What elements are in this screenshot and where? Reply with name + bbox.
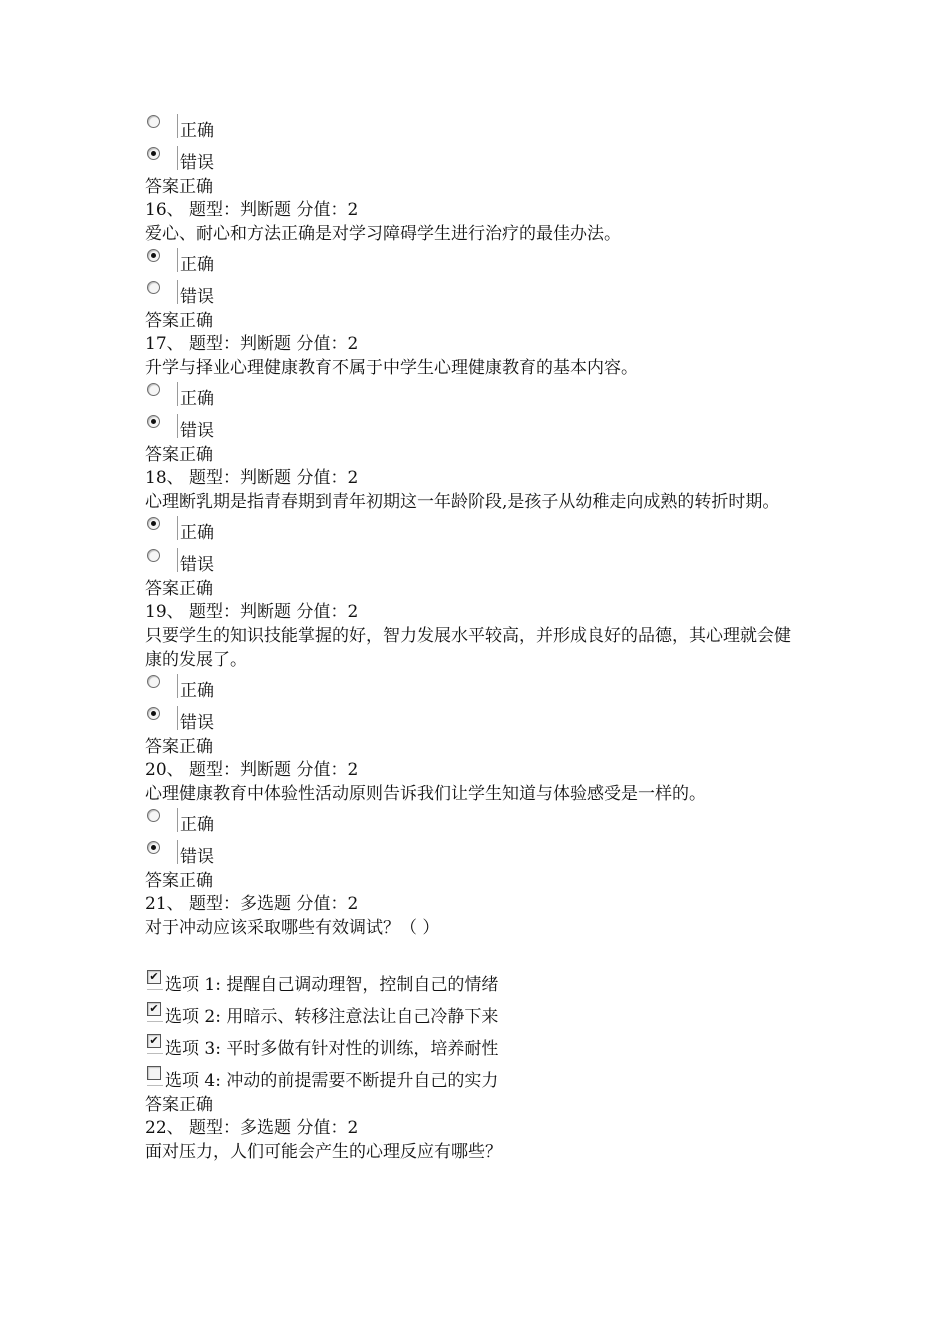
- q18-option-correct[interactable]: [145, 514, 825, 546]
- option-label: 错误: [180, 287, 214, 307]
- radio-selected-icon[interactable]: [147, 147, 160, 160]
- q17-header: 17、 题型：判断题 分值：2: [145, 334, 359, 354]
- radio-unselected-icon[interactable]: [147, 809, 160, 822]
- spacer: [145, 940, 825, 966]
- q17-result: 答案正确: [145, 445, 213, 465]
- radio-selected-icon[interactable]: [147, 415, 160, 428]
- divider: [177, 706, 178, 730]
- option-label: 选项 2: 用暗示、转移注意法让自己冷静下来: [165, 1007, 499, 1027]
- q19-option-wrong[interactable]: [145, 704, 825, 736]
- divider: [177, 414, 178, 438]
- option-label: 错误: [180, 421, 214, 441]
- divider: [147, 1085, 163, 1086]
- divider: [177, 840, 178, 864]
- divider: [177, 382, 178, 406]
- radio-unselected-icon[interactable]: [147, 115, 160, 128]
- q21-option-2[interactable]: [145, 998, 825, 1030]
- divider: [177, 114, 178, 138]
- option-label: 选项 1: 提醒自己调动理智，控制自己的情绪: [165, 975, 499, 995]
- option-label: 正确: [180, 255, 214, 275]
- divider: [147, 989, 163, 990]
- q19-option-correct[interactable]: [145, 672, 825, 704]
- q16-header: 16、 题型：判断题 分值：2: [145, 200, 359, 220]
- q18-result: 答案正确: [145, 579, 213, 599]
- option-label: 正确: [180, 681, 214, 701]
- checkbox-checked-icon[interactable]: ✔: [147, 970, 161, 984]
- divider: [177, 280, 178, 304]
- q18-stem: 心理断乳期是指青春期到青年初期这一年龄阶段,是孩子从幼稚走向成熟的转折时期。: [145, 492, 780, 512]
- q22-stem: 面对压力，人们可能会产生的心理反应有哪些？: [145, 1142, 502, 1162]
- q20-result: 答案正确: [145, 871, 213, 891]
- radio-unselected-icon[interactable]: [147, 675, 160, 688]
- q19-header: 19、 题型：判断题 分值：2: [145, 602, 359, 622]
- q16-option-wrong[interactable]: [145, 278, 825, 310]
- divider: [177, 146, 178, 170]
- quiz-results-page: [145, 112, 825, 1164]
- q17-option-correct[interactable]: [145, 380, 825, 412]
- q19-result: 答案正确: [145, 737, 213, 757]
- divider: [147, 1053, 163, 1054]
- divider: [177, 248, 178, 272]
- q20-option-correct[interactable]: [145, 806, 825, 838]
- q19-stem: 只要学生的知识技能掌握的好，智力发展水平较高，并形成良好的品德，其心理就会健康的发展了。: [145, 626, 791, 670]
- checkbox-unchecked-icon[interactable]: [147, 1066, 161, 1080]
- option-label: 错误: [180, 555, 214, 575]
- q16-option-correct[interactable]: [145, 246, 825, 278]
- divider: [177, 674, 178, 698]
- q22-header: 22、 题型：多选题 分值：2: [145, 1118, 359, 1138]
- radio-unselected-icon[interactable]: [147, 383, 160, 396]
- radio-selected-icon[interactable]: [147, 249, 160, 262]
- q21-header: 21、 题型：多选题 分值：2: [145, 894, 359, 914]
- option-label: 错误: [180, 153, 214, 173]
- option-label: 正确: [180, 815, 214, 835]
- q21-option-3[interactable]: [145, 1030, 825, 1062]
- checkbox-checked-icon[interactable]: ✔: [147, 1034, 161, 1048]
- option-label: 正确: [180, 121, 214, 141]
- checkbox-checked-icon[interactable]: ✔: [147, 1002, 161, 1016]
- radio-unselected-icon[interactable]: [147, 549, 160, 562]
- option-label: 错误: [180, 713, 214, 733]
- radio-selected-icon[interactable]: [147, 517, 160, 530]
- q21-result: 答案正确: [145, 1095, 213, 1115]
- q18-option-wrong[interactable]: [145, 546, 825, 578]
- option-label: 选项 3: 平时多做有针对性的训练，培养耐性: [165, 1039, 499, 1059]
- q16-stem: 爱心、耐心和方法正确是对学习障碍学生进行治疗的最佳办法。: [145, 224, 621, 244]
- divider: [177, 808, 178, 832]
- q15-option-wrong[interactable]: [145, 144, 825, 176]
- q20-option-wrong[interactable]: [145, 838, 825, 870]
- option-label: 选项 4: 冲动的前提需要不断提升自己的实力: [165, 1071, 499, 1091]
- q15-result: 答案正确: [145, 177, 213, 197]
- q21-option-1[interactable]: [145, 966, 825, 998]
- divider: [177, 516, 178, 540]
- divider: [147, 1021, 163, 1022]
- radio-selected-icon[interactable]: [147, 707, 160, 720]
- q20-stem: 心理健康教育中体验性活动原则告诉我们让学生知道与体验感受是一样的。: [145, 784, 706, 804]
- q21-stem: 对于冲动应该采取哪些有效调试？（ ）: [145, 918, 440, 938]
- option-label: 正确: [180, 389, 214, 409]
- q17-stem: 升学与择业心理健康教育不属于中学生心理健康教育的基本内容。: [145, 358, 638, 378]
- q21-option-4[interactable]: [145, 1062, 825, 1094]
- divider: [177, 548, 178, 572]
- radio-unselected-icon[interactable]: [147, 281, 160, 294]
- radio-selected-icon[interactable]: [147, 841, 160, 854]
- q17-option-wrong[interactable]: [145, 412, 825, 444]
- q20-header: 20、 题型：判断题 分值：2: [145, 760, 359, 780]
- option-label: 正确: [180, 523, 214, 543]
- q16-result: 答案正确: [145, 311, 213, 331]
- option-label: 错误: [180, 847, 214, 867]
- q15-option-correct[interactable]: [145, 112, 825, 144]
- q18-header: 18、 题型：判断题 分值：2: [145, 468, 359, 488]
